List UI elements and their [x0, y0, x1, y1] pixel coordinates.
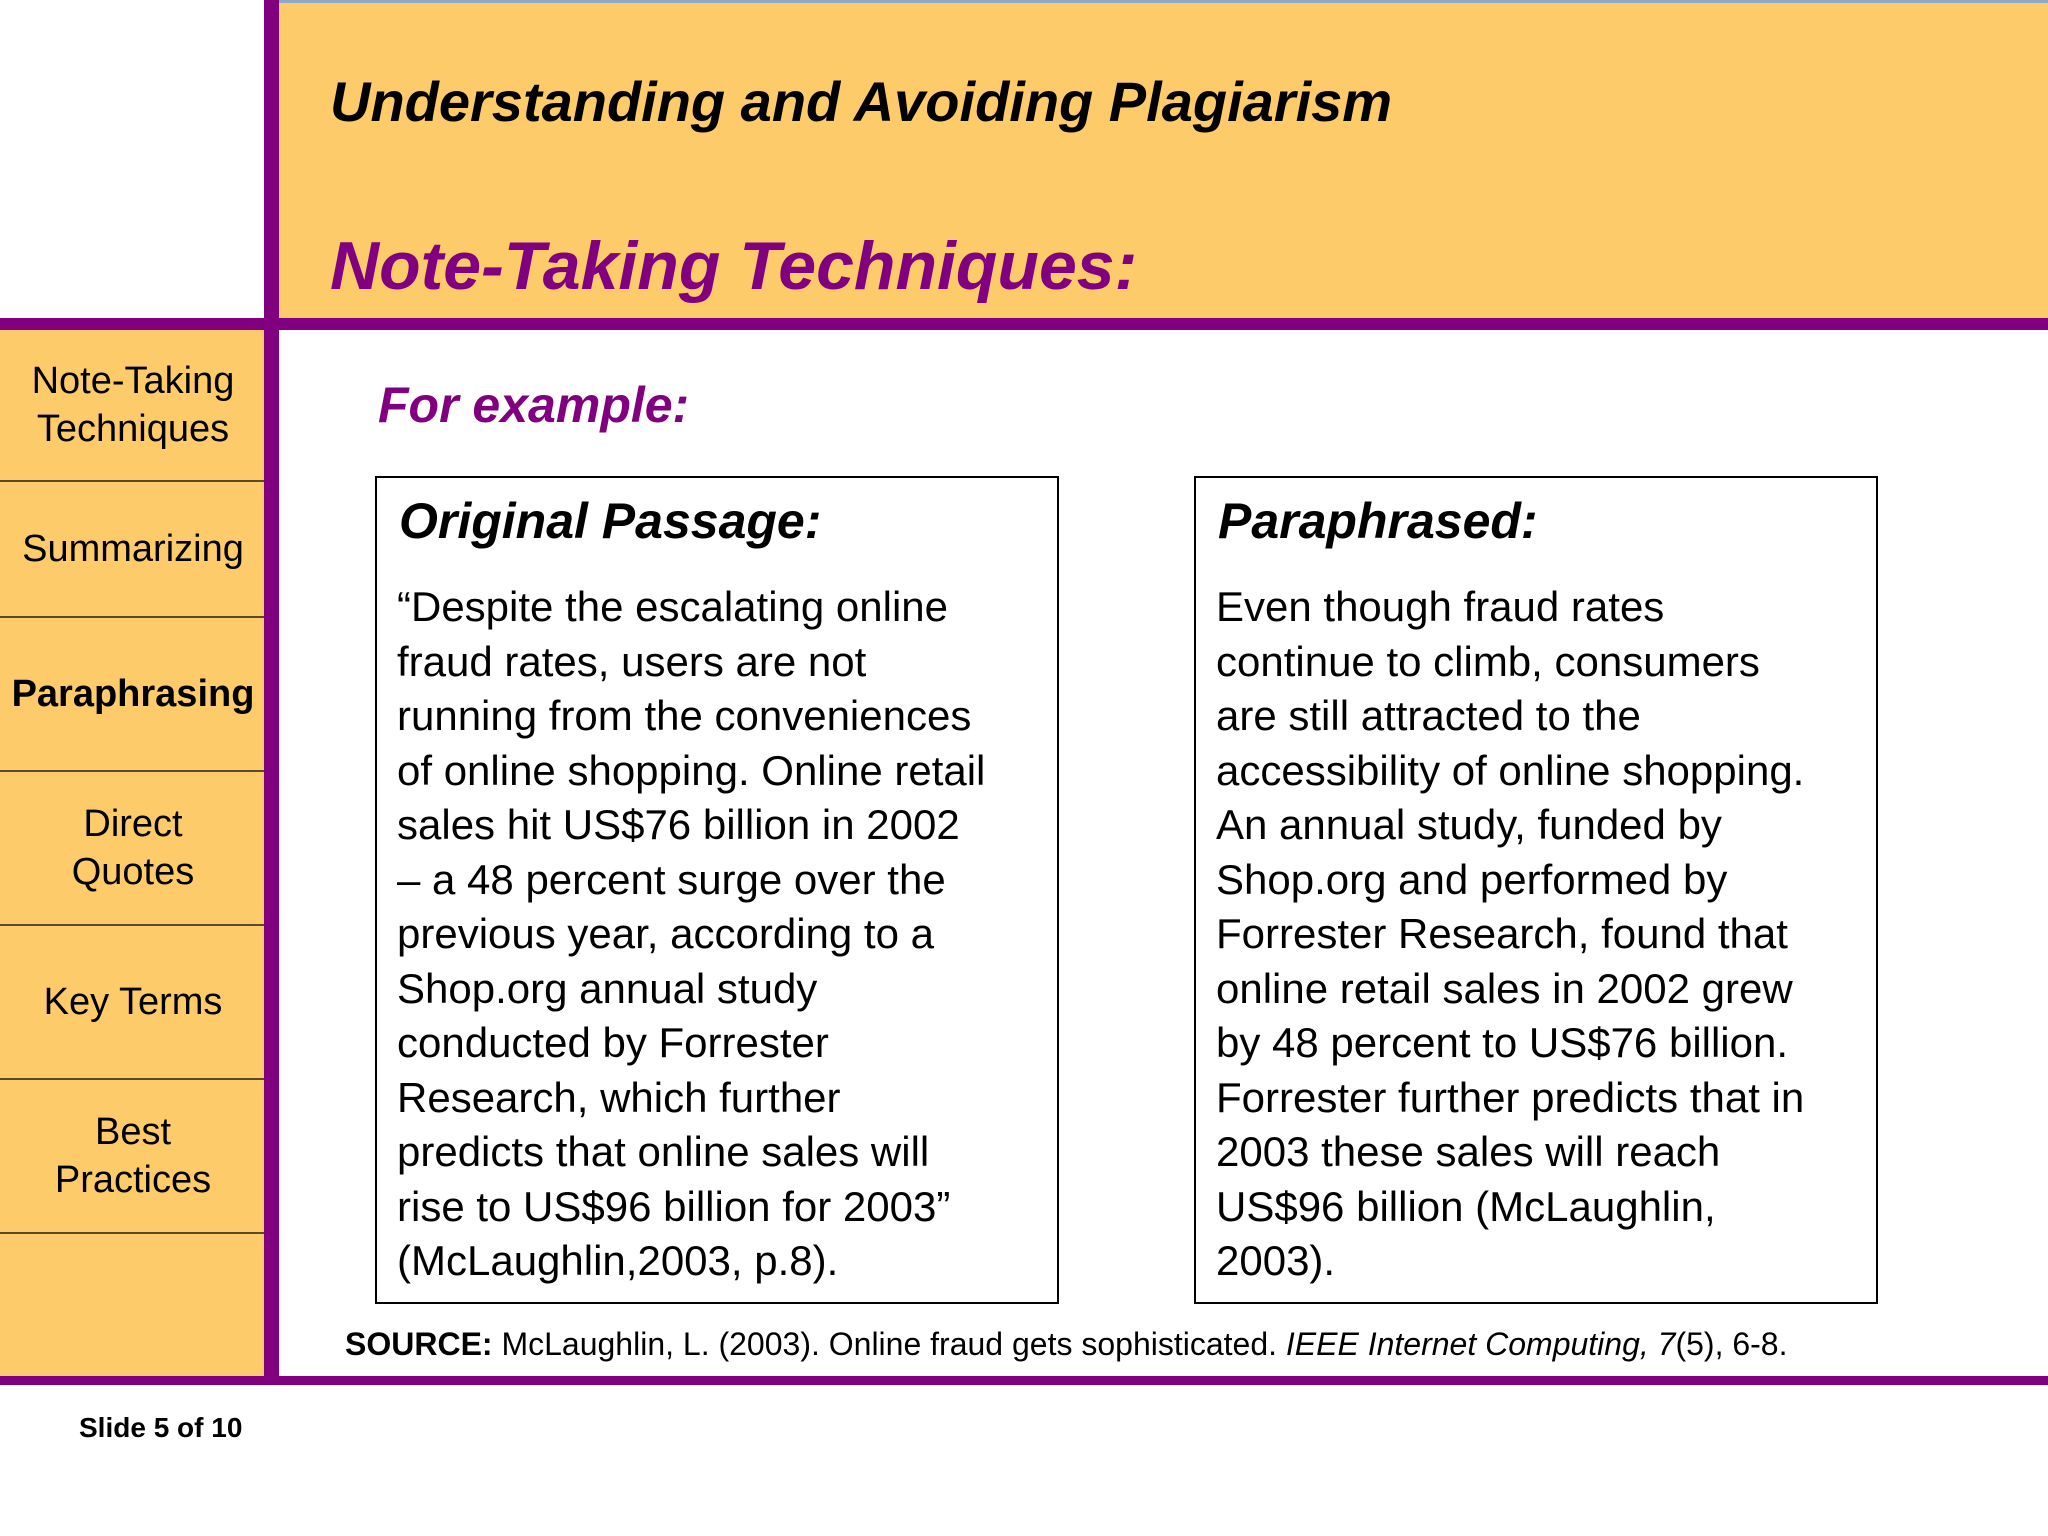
source-citation — [345, 1326, 1787, 1363]
sidebar-item-label: Direct Quotes — [71, 803, 195, 893]
frame-divider-bottom — [0, 1376, 2048, 1385]
sidebar-item-label: Summarizing — [22, 528, 244, 570]
example-heading: For example: — [378, 377, 690, 433]
source-text: McLaughlin, L. (2003). Online fraud gets sophisticated. — [492, 1326, 1286, 1362]
sidebar-item-summarizing[interactable] — [0, 482, 266, 618]
original-passage-box — [375, 476, 1059, 1304]
sidebar-item-label: Best Practices — [54, 1111, 212, 1201]
source-label: SOURCE: — [345, 1326, 493, 1362]
sidebar-item-label: Note-Taking Techniques — [31, 360, 235, 450]
source-journal: IEEE Internet Computing, 7 — [1285, 1326, 1676, 1362]
slide-counter: Slide 5 of 10 — [79, 1412, 243, 1443]
sidebar-item-label: Paraphrasing — [11, 673, 255, 715]
sidebar-item-note-taking-techniques[interactable] — [0, 330, 266, 482]
paraphrased-title: Paraphrased: — [1218, 493, 1538, 549]
source-text-end: (5), 6-8. — [1675, 1326, 1788, 1362]
paraphrased-text: Even though fraud rates continue to climb, consumers are still attracted to the accessibility of online shopping. An annual study, funded by Shop.org and performed by Forrester Research, found that online retail sales in 2002 grew by 48 percent to US$76 billion. Forrester further predicts that in 2003 these sales will reach US$96 billion (McLaughlin, 2003). — [1216, 583, 1805, 1284]
sidebar-item-paraphrasing[interactable] — [0, 618, 266, 772]
paraphrased-box — [1194, 476, 1878, 1304]
sidebar-item-direct-quotes[interactable] — [0, 772, 266, 926]
sidebar-item-best-practices[interactable] — [0, 1080, 266, 1234]
header-banner — [271, 0, 2048, 318]
original-passage-title: Original Passage: — [399, 493, 822, 549]
presentation-title: Understanding and Avoiding Plagiarism — [330, 70, 1393, 133]
sidebar-nav — [0, 330, 266, 1376]
frame-divider-vertical — [264, 0, 279, 1385]
frame-divider-top — [0, 318, 2048, 330]
slide-title: Note-Taking Techniques: — [330, 228, 1138, 304]
sidebar-item-key-terms[interactable] — [0, 926, 266, 1080]
original-passage-text: “Despite the escalating online fraud rates, users are not running from the conveniences of online shopping. Online retail sales hit US$76 billion in 2002 – a 48 percent surge over the previous year, according to a Shop.org annual study conducted by Forrester Research, which further predicts that online sales will rise to US$96 billion for 2003” (McLaughlin,2003, p.8). — [397, 583, 986, 1284]
sidebar-item-label: Key Terms — [43, 981, 223, 1023]
